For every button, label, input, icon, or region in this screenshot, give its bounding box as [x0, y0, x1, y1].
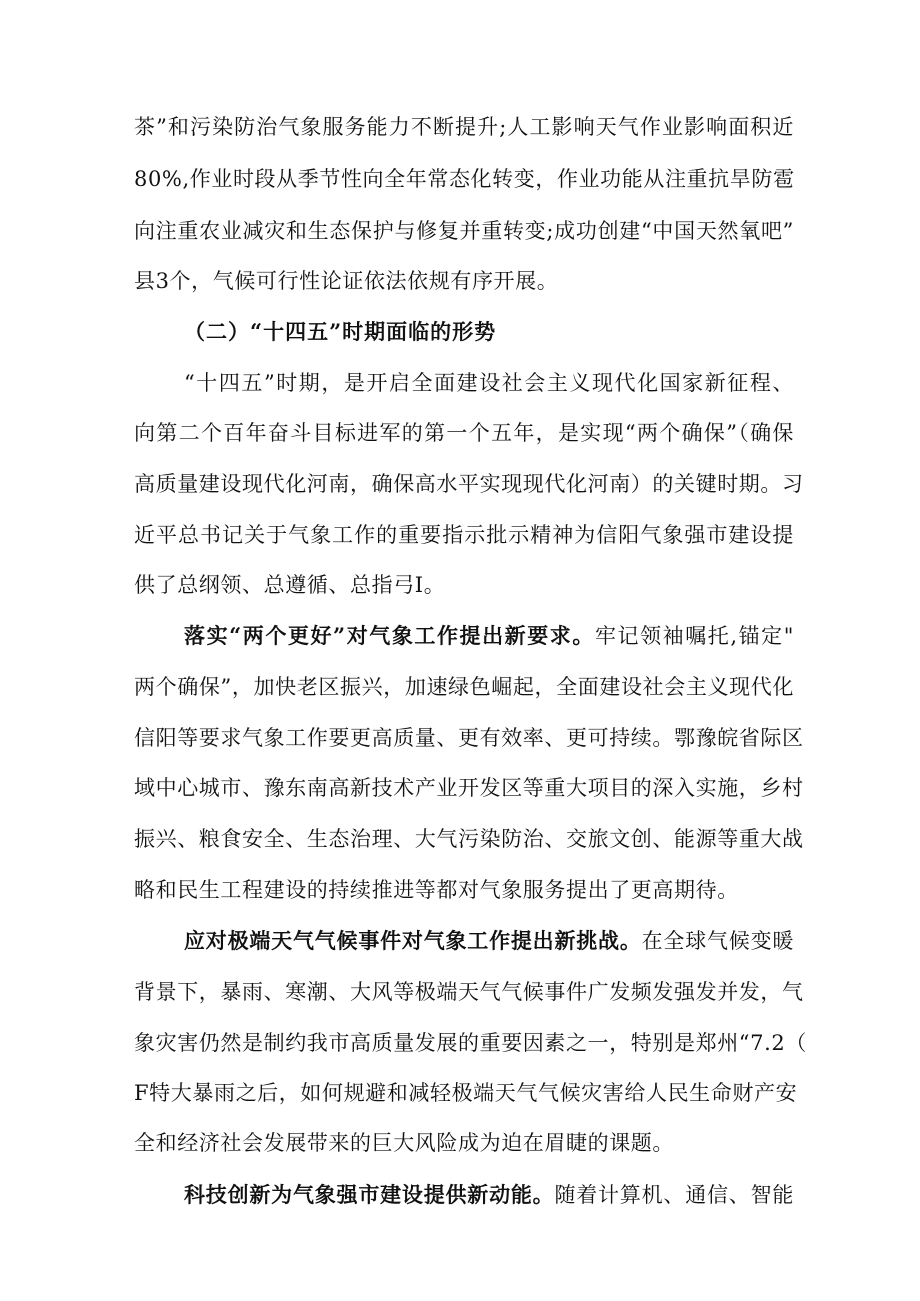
paragraph-1-line-3: 向注重农业减灾和生态保护与修复并重转变;成功创建“中国天然氧吧”: [134, 219, 794, 243]
paragraph-3-line-6: 略和民生工程建设的持续推进等都对气象服务提出了更高期待。: [134, 878, 739, 902]
section-heading: （二）“十四五”时期面临的形势: [184, 319, 497, 344]
paragraph-4-line-2: 背景下，暴雨、寒潮、大风等极端天气气候事件广发频发强发并发，气: [134, 980, 804, 1004]
paragraph-1-line-4: 县3个，气候可行性论证依法依规有序开展。: [134, 269, 559, 293]
paragraph-4-first-rest: 在全球气候变暖: [641, 929, 794, 953]
paragraph-3-lead: 落实“两个更好”对气象工作提出新要求。: [184, 623, 595, 648]
paragraph-4-line-5: 全和经济社会发展带来的巨大风险成为迫在眉睫的课题。: [134, 1131, 674, 1155]
paragraph-2-line-4: 近平总书记关于气象工作的重要指示批示精神为信阳气象强市建设提: [134, 523, 794, 547]
paragraph-1-line-1: 茶”和污染防治气象服务能力不断提升;人工影响天气作业影响面积近: [134, 115, 794, 139]
paragraph-3-line-3: 信阳等要求气象工作要更高质量、更有效率、更可持续。鄂豫皖省际区: [134, 726, 804, 750]
paragraph-3-first-rest: 牢记领袖嘱托,锚定": [594, 624, 794, 648]
paragraph-5-first-rest: 随着计算机、通信、智能: [554, 1183, 794, 1207]
paragraph-4-line-1: [184, 926, 794, 956]
paragraph-5-line-1: [184, 1180, 794, 1210]
paragraph-3-line-1: [184, 621, 794, 651]
paragraph-2-line-3: 高质量建设现代化河南，确保高水平实现现代化河南）的关键时期。习: [134, 472, 804, 496]
paragraph-4-lead: 应对极端天气气候事件对气象工作提出新挑战。: [184, 928, 642, 953]
paragraph-2-line-2: 向第二个百年奋斗目标进军的第一个五年，是实现“两个确保”（确保: [134, 421, 794, 445]
paragraph-5-lead: 科技创新为气象强市建设提供新动能。: [184, 1182, 555, 1207]
paragraph-3-line-4: 域中心城市、豫东南高新技术产业开发区等重大项目的深入实施，乡村: [134, 776, 804, 800]
paragraph-2-line-5: 供了总纲领、总遵循、总指弓I。: [134, 573, 446, 597]
paragraph-3-line-5: 振兴、粮食安全、生态治理、大气污染防治、交旅文创、能源等重大战: [134, 827, 804, 851]
paragraph-4-line-4: F特大暴雨之后，如何规避和减轻极端天气气候灾害给人民生命财产安: [134, 1081, 798, 1105]
paragraph-4-line-3: 象灾害仍然是制约我市高质量发展的重要因素之一，特别是郑州“7.2（: [134, 1031, 807, 1055]
paragraph-2-line-1: “十四五”时期，是开启全面建设社会主义现代化国家新征程、: [184, 371, 794, 395]
paragraph-3-line-2: 两个确保”，加快老区振兴，加速绿色崛起，全面建设社会主义现代化: [134, 675, 794, 699]
paragraph-1-line-2: 80%,作业时段从季节性向全年常态化转变，作业功能从注重抗旱防雹: [134, 167, 795, 191]
